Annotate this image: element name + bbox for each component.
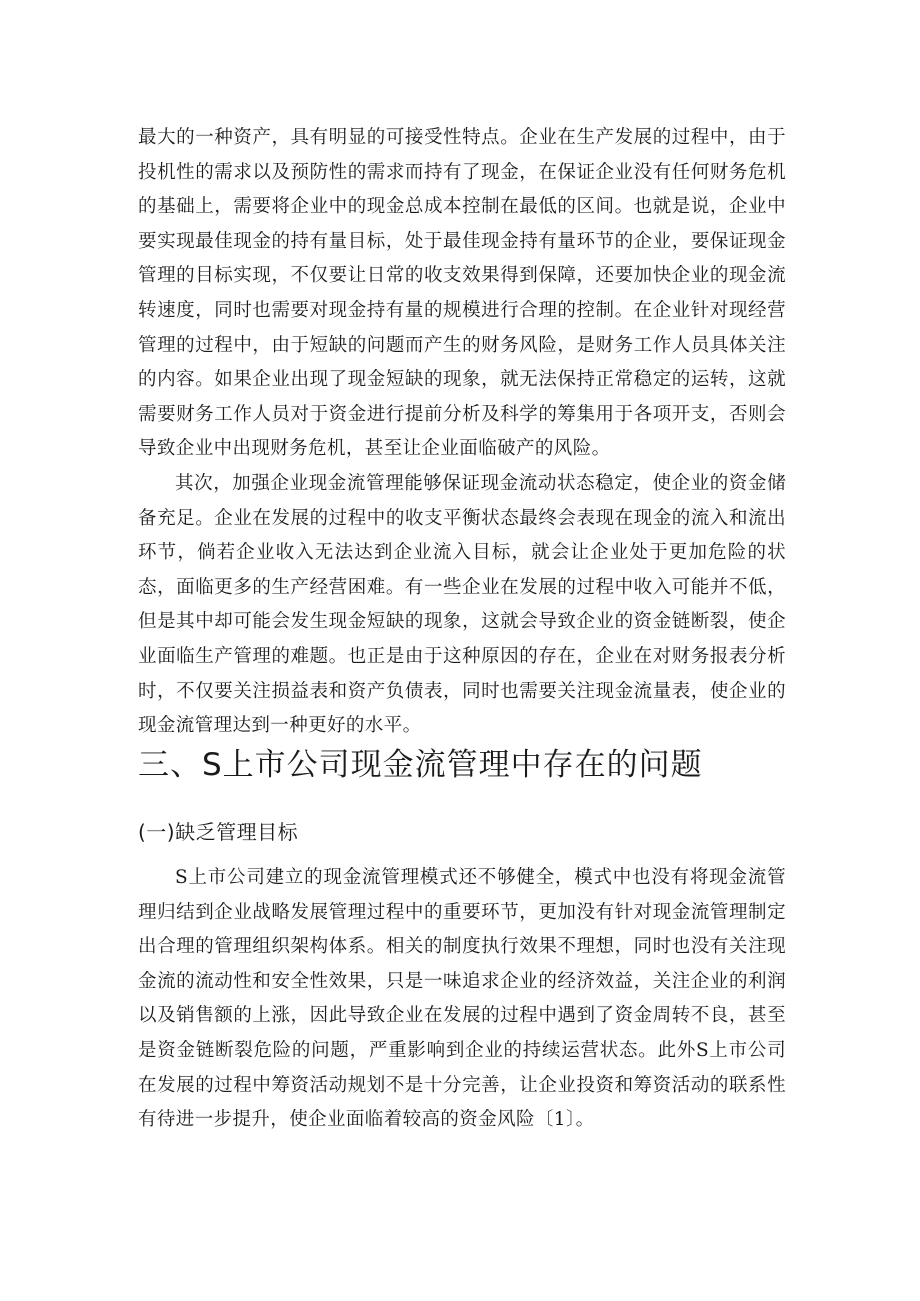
body-paragraph-3: S上市公司建立的现金流管理模式还不够健全，模式中也没有将现金流管理归结到企业战略发展管理过程中的重要环节，更加没有针对现金流管理制定出合理的管理组织架构体系。相关的制度执行效果不理想，同时也没有关注现金流的流动性和安全性效果，只是一味追求企业的经济效益，关注企业的利润以及销售额的上涨，因此导致企业在发展的过程中遇到了资金周转不良，甚至是资金链断裂危险的问题，严重影响到企业的持续运营状态。此外S上市公司在发展的过程中筹资活动规划不是十分完善，让企业投资和筹资活动的联系性有待进一步提升，使企业面临着较高的资金风险〔1〕。	[138, 867, 786, 1131]
sub-heading: (一)缺乏管理目标	[138, 820, 299, 844]
body-paragraph-1: 最大的一种资产，具有明显的可接受性特点。企业在生产发展的过程中，由于投机性的需求以及预防性的需求而持有了现金，在保证企业没有任何财务危机的基础上，需要将企业中的现金总成本控制在最低的区间。也就是说，企业中要实现最佳现金的持有量目标，处于最佳现金持有量环节的企业，要保证现金管理的目标实现，不仅要让日常的收支效果得到保障，还要加快企业的现金流转速度，同时也需要对现金持有量的规模进行合理的控制。在企业针对现经营管理的过程中，由于短缺的问题而产生的财务风险，是财务工作人员具体关注的内容。如果企业出现了现金短缺的现象，就无法保持正常稳定的运转，这就需要财务工作人员对于资金进行提前分析及科学的筹集用于各项开支，否则会导致企业中出现财务危机，甚至让企业面临破产的风险。	[138, 127, 786, 460]
section-heading: 三、S上市公司现金流管理中存在的问题	[138, 747, 703, 783]
body-paragraph-2: 其次，加强企业现金流管理能够保证现金流动状态稳定，使企业的资金储备充足。企业在发展的过程中的收支平衡状态最终会表现在现金的流入和流出环节，倘若企业收入无法达到企业流入目标，就会让企业处于更加危险的状态，面临更多的生产经营困难。有一些企业在发展的过程中收入可能并不低，但是其中却可能会发生现金短缺的现象，这就会导致企业的资金链断裂，使企业面临生产管理的难题。也正是由于这种原因的存在，企业在对财务报表分析时，不仅要关注损益表和资产负债表，同时也需要关注现金流量表，使企业的现金流管理达到一种更好的水平。	[138, 473, 786, 737]
